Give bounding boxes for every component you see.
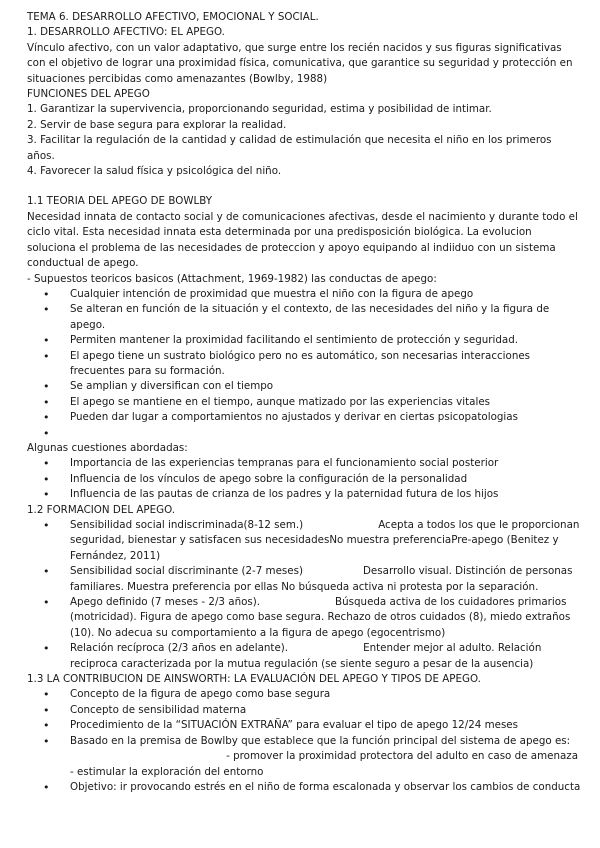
stage-text: Entender mejor al adulto. Relación reciproca caracterizada por la mutua regulación (se siente seguro a pesar de la ausencia): [70, 642, 542, 670]
stage-text: Desarrollo visual. Distinción de personas familiares. Muestra preferencia por ellas No búsqueda activa ni protesta por la separación.: [70, 565, 573, 593]
section-1-heading: 1. DESARROLLO AFECTIVO: EL APEGO.: [27, 26, 225, 39]
spacer: [27, 179, 582, 194]
list-item: [27, 518, 582, 564]
list-item: • Se amplian y diversifican con el tiempo: [27, 379, 582, 394]
assumptions-intro: - Supuestos teoricos basicos (Attachment, 1969-1982) las conductas de apego:: [27, 272, 437, 285]
list-item: • Concepto de la figura de apego como base segura: [27, 687, 582, 702]
objective-list: [27, 780, 582, 795]
premise-sub-item: - promover la proximidad protectora del adulto en caso de amenaza: [226, 750, 578, 763]
list-item: • Pueden dar lugar a comportamientos no ajustados y derivar en ciertas psicopatologias: [27, 410, 582, 425]
questions-intro: Algunas cuestiones abordadas:: [27, 441, 188, 454]
list-item: • Objetivo: ir provocando estrés en el niño de forma escalonada y observar los cambios de conducta: [27, 780, 582, 795]
formation-list: [27, 518, 582, 672]
list-item: • Procedimiento de la “SITUACIÓN EXTRAÑA” para evaluar el tipo de apego 12/24 meses: [27, 718, 582, 733]
questions-list: [27, 456, 582, 502]
list-item: • Importancia de las experiencias tempranas para el funcionamiento social posterior: [27, 456, 582, 471]
list-item: • Influencia de los vínculos de apego sobre la configuración de la personalidad: [27, 472, 582, 487]
list-item-empty: [27, 426, 582, 441]
stage-label: Sensibilidad social indiscriminada(8-12 sem.): [70, 519, 304, 531]
functions-heading: FUNCIONES DEL APEGO: [27, 88, 150, 101]
list-item: • Permiten mantener la proximidad facilitando el sentimiento de protección y seguridad.: [27, 333, 582, 348]
list-item: • Se alteran en función de la situación y el contexto, de las necesidades del niño y la figura de apego.: [27, 302, 582, 333]
ainsworth-list: [27, 687, 582, 764]
document-title: TEMA 6. DESARROLLO AFECTIVO, EMOCIONAL Y SOCIAL.: [27, 11, 319, 23]
function-item: 2. Servir de base segura para explorar la realidad.: [27, 118, 287, 131]
stage-label: Sensibilidad social discriminante (2-7 meses): [70, 565, 303, 578]
section-1-intro: Vínculo afectivo, con un valor adaptativo, que surge entre los recién nacidos y sus figuras significativas con el objetivo de lograr una proximidad física, comunicativa, que garantice su seguridad y protección en situaciones percibidas como amenazantes (Bowlby, 1988): [27, 41, 573, 85]
stage-text: Búsqueda activa de los cuidadores primarios (motricidad). Figura de apego como base segura. Rechazo de otros cuidados (8), miedo extraños (10). No adecua su comportamiento a la figura de apego (egocentrismo): [70, 596, 571, 639]
function-item: 4. Favorecer la salud física y psicológica del niño.: [27, 165, 282, 178]
stage-label: Apego definido (7 meses - 2/3 años).: [70, 596, 261, 609]
stage-text: Acepta a todos los que le proporcionan seguridad, bienestar y satisfacen sus necesidadesNo muestra preferenciaPre-apego (Benitez y Fernández, 2011): [70, 519, 580, 562]
list-item: • Influencia de las pautas de crianza de los padres y la paternidad futura de los hijos: [27, 487, 582, 502]
list-item: • El apego se mantiene en el tiempo, aunque matizado por las experiencias vitales: [27, 395, 582, 410]
assumptions-list: [27, 287, 582, 441]
list-item: [27, 734, 582, 765]
section-1-2-heading: 1.2 FORMACION DEL APEGO.: [27, 503, 176, 516]
list-item: [27, 564, 582, 595]
function-item: 3. Facilitar la regulación de la cantidad y calidad de estimulación que necesita el niño en los primeros años.: [27, 134, 552, 162]
section-1-1-paragraph: Necesidad innata de contacto social y de comunicaciones afectivas, desde el nacimiento y durante todo el ciclo vital. Esta necesidad innata esta determinada por una predisposición biológica. La evolucion soluciona el problema de las necesidades de proteccion y apoyo equipando al indiiduo con un sistema conductual de apego.: [27, 210, 578, 270]
list-item: [27, 595, 582, 641]
premise-sub-item: - estimular la exploración del entorno: [70, 765, 264, 778]
section-1-3-heading: 1.3 LA CONTRIBUCION DE AINSWORTH: LA EVALUACIÓN DEL APEGO Y TIPOS DE APEGO.: [27, 673, 481, 686]
function-item: 1. Garantizar la supervivencia, proporcionando seguridad, estima y posibilidad de intimar.: [27, 103, 492, 116]
premise-text: Basado en la premisa de Bowlby que establece que la función principal del sistema de apego es:: [70, 734, 571, 747]
list-item: [27, 641, 582, 672]
list-item: • Concepto de sensibilidad materna: [27, 703, 582, 718]
stage-label: Relación recíproca (2/3 años en adelante).: [70, 642, 289, 655]
section-1-1-heading: 1.1 TEORIA DEL APEGO DE BOWLBY: [27, 195, 213, 208]
list-item: • El apego tiene un sustrato biológico pero no es automático, son necesarias interacciones frecuentes para su formación.: [27, 349, 582, 380]
list-item: • Cualquier intención de proximidad que muestra el niño con la figura de apego: [27, 287, 582, 302]
